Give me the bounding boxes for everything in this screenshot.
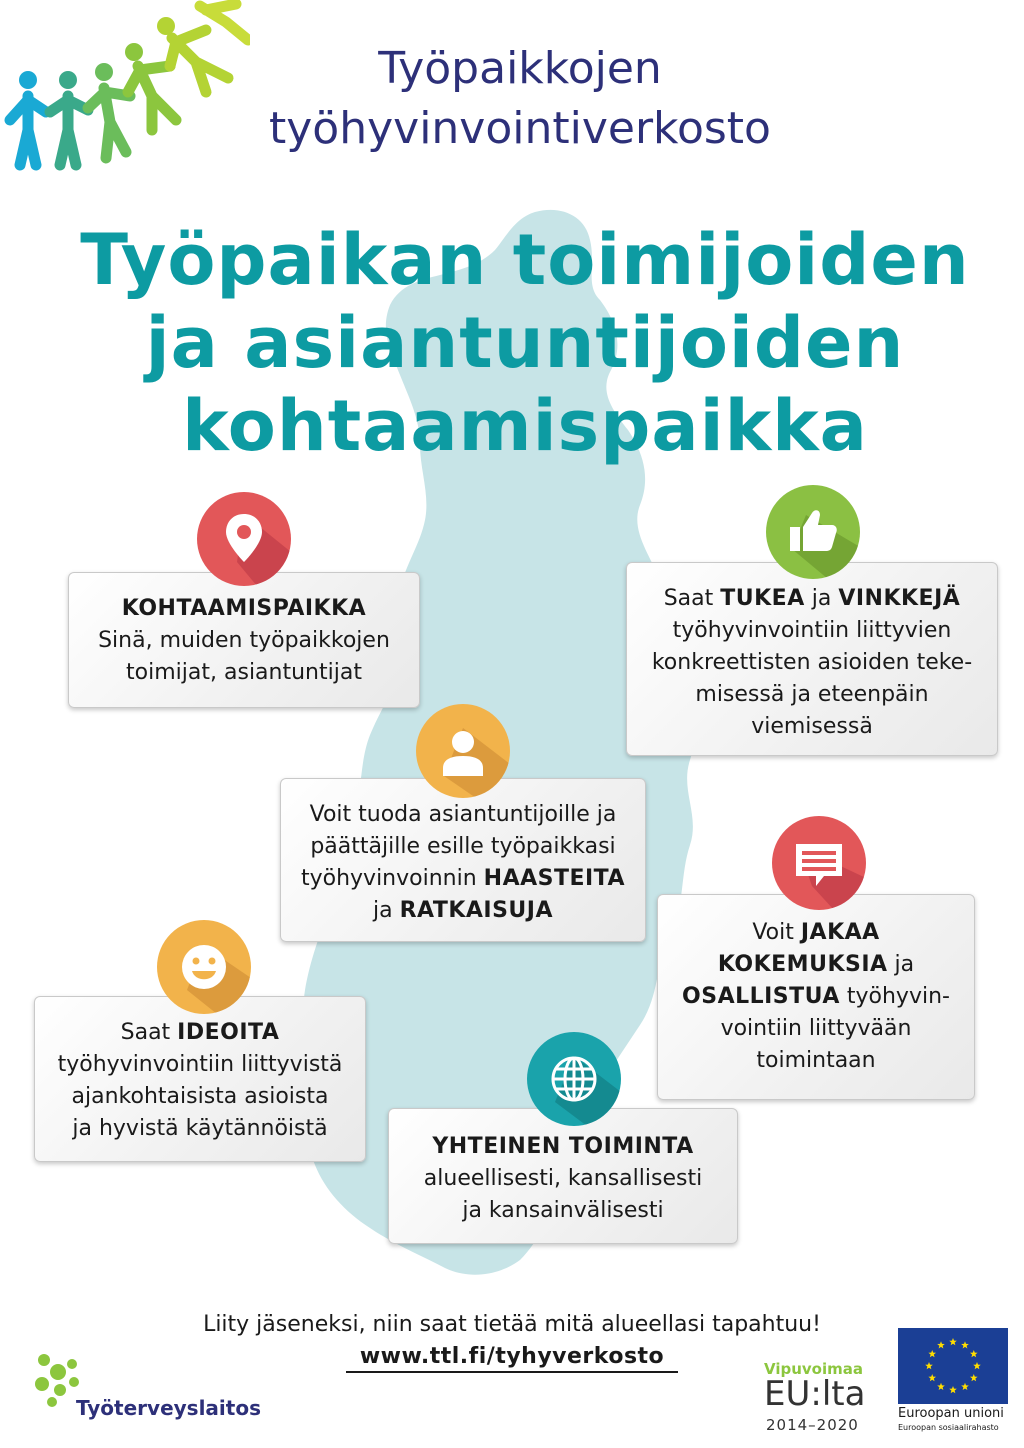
card-joint-line2: ja kansainvälisesti xyxy=(462,1198,664,1223)
eu-flag xyxy=(898,1328,1008,1404)
website-link[interactable]: www.ttl.fi/tyhyverkosto xyxy=(346,1344,678,1373)
card-ideas-line4: ja hyvistä käytännöistä xyxy=(72,1116,328,1141)
card-support-line5: viemisessä xyxy=(751,714,873,739)
card-share-emph3: OSALLISTUA xyxy=(682,984,840,1009)
vipuvoimaa-logo xyxy=(764,1360,874,1440)
card-bring-emph2: RATKAISUJA xyxy=(399,898,554,923)
card-share-emph2: KOKEMUKSIA xyxy=(717,952,888,977)
eu-star-icon xyxy=(970,1350,978,1357)
vipu-line2: EU:lta xyxy=(764,1374,866,1414)
eu-star-icon xyxy=(961,1341,969,1348)
card-support-line3: konkreettisten asioiden teke- xyxy=(651,650,973,675)
chat-bubble-icon xyxy=(772,816,866,910)
eu-star-icon xyxy=(973,1362,981,1369)
vipu-line3: 2014–2020 xyxy=(766,1416,859,1434)
card-joint-line1: alueellisesti, kansallisesti xyxy=(423,1166,703,1191)
location-pin-icon xyxy=(197,492,291,586)
card-share-line5: toimintaan xyxy=(756,1048,876,1073)
card-joint-title: YHTEINEN TOIMINTA xyxy=(432,1134,694,1159)
card-meeting-line1: Sinä, muiden työpaikkojen xyxy=(98,628,390,653)
card-bring-line1: Voit tuoda asiantuntijoille ja xyxy=(309,802,617,827)
eu-star-icon xyxy=(961,1383,969,1390)
vipu-line1: Vipuvoimaa xyxy=(764,1360,864,1378)
eu-label: Euroopan unioni xyxy=(898,1406,1004,1421)
smiley-icon xyxy=(157,920,251,1014)
card-bring-emph1: HAASTEITA xyxy=(483,866,626,891)
card-ideas: Saat IDEOITA työhyvinvointiin liittyvistä ajankohtaisista asioista ja hyvistä käytännöistä xyxy=(34,996,366,1162)
eu-star-icon xyxy=(937,1383,945,1390)
eu-star-icon xyxy=(928,1374,936,1381)
card-ideas-line3: ajankohtaisista asioista xyxy=(71,1084,329,1109)
card-meeting-title: KOHTAAMISPAIKKA xyxy=(121,596,367,621)
card-share: Voit JAKAA KOKEMUKSIA ja OSALLISTUA työhyvin- vointiin liittyvään toimintaan xyxy=(657,894,975,1100)
card-support-emph2: VINKKEJÄ xyxy=(838,586,961,611)
card-support-emph1: TUKEA xyxy=(720,586,805,611)
headline-line1: Työpaikan toimijoiden xyxy=(80,219,970,301)
network-title-line2: työhyvinvointiverkosto xyxy=(269,103,771,154)
esr-label: Euroopan sosiaalirahasto xyxy=(898,1423,999,1432)
card-ideas-emph1: IDEOITA xyxy=(177,1020,280,1045)
card-meeting-place xyxy=(68,572,420,708)
card-meeting-line2: toimijat, asiantuntijat xyxy=(126,660,362,685)
card-bring-line2: päättäjille esille työpaikkasi xyxy=(310,834,616,859)
eu-star-icon xyxy=(937,1341,945,1348)
ttl-name: Työterveyslaitos xyxy=(76,1396,261,1420)
eu-star-icon xyxy=(925,1362,933,1369)
card-support: Saat TUKEA ja VINKKEJÄ työhyvinvointiin liittyvien konkreettisten asioiden teke- misessä ja eteenpäin viemisessä xyxy=(626,562,998,756)
card-support-line2: työhyvinvointiin liittyvien xyxy=(672,618,952,643)
headline-line2: ja asiantuntijoiden xyxy=(145,302,905,384)
join-text: Liity jäseneksi, niin saat tietää mitä alueellasi tapahtuu! xyxy=(203,1312,821,1337)
card-ideas-line2: työhyvinvointiin liittyvistä xyxy=(57,1052,343,1077)
eu-star-icon xyxy=(970,1374,978,1381)
globe-icon xyxy=(527,1032,621,1126)
eu-star-icon xyxy=(949,1386,957,1393)
card-bring-up: Voit tuoda asiantuntijoille ja päättäjille esille työpaikkasi työhyvinvoinnin HAASTEITA ja RATKAISUJA xyxy=(280,778,646,942)
network-title-line1: Työpaikkojen xyxy=(378,43,662,94)
card-share-emph1: JAKAA xyxy=(800,920,880,945)
thumbs-up-icon xyxy=(766,485,860,579)
headline-line3: kohtaamispaikka xyxy=(182,385,868,467)
card-joint-activity xyxy=(388,1108,738,1244)
eu-star-icon xyxy=(949,1338,957,1345)
card-support-line4: misessä ja eteenpäin xyxy=(695,682,929,707)
eu-star-icon xyxy=(928,1350,936,1357)
card-share-line4: vointiin liittyvään xyxy=(720,1016,912,1041)
person-icon xyxy=(416,704,510,798)
